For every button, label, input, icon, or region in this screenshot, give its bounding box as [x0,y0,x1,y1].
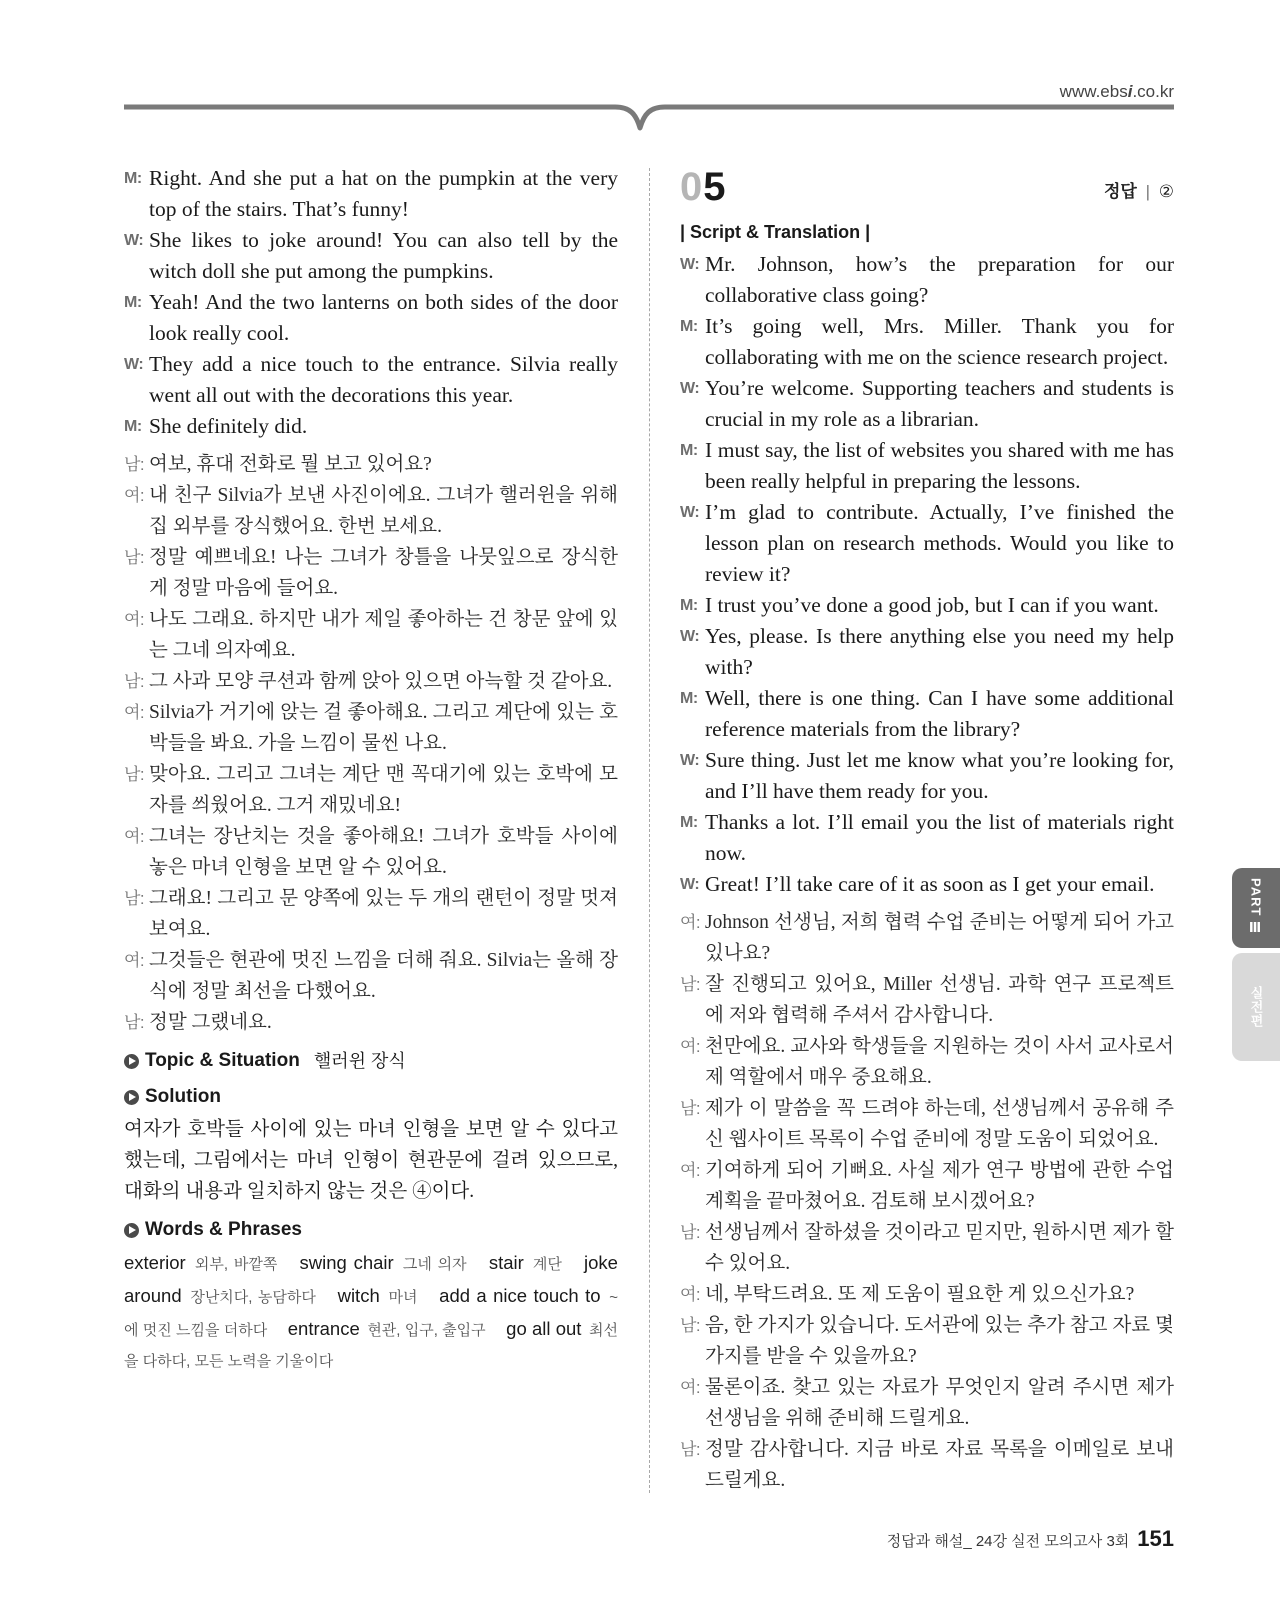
dialogue-line [124,883,618,945]
play-bullet-icon [124,1054,139,1069]
dialogue-line [124,349,618,411]
speaker-label: 여: [124,951,145,970]
topic-text: 핼러윈 장식 [313,1051,406,1071]
speaker-label: 여: [124,827,145,846]
speaker-label: 남: [124,548,145,567]
speaker-label: M: [680,690,698,707]
dialogue-line [124,449,618,480]
speaker-label: W: [680,256,700,273]
line-text: 정말 그랬네요. [149,1012,272,1033]
dialogue-line [680,435,1174,497]
line-text: 맞아요. 그리고 그녀는 계단 맨 꼭대기에 있는 호박에 모자를 씌웠어요. 그거 재밌네요! [149,764,618,816]
speaker-label: 여: [680,1037,701,1056]
line-text: 기여하게 되어 기뻐요. 사실 제가 연구 방법에 관한 수업 계획을 끝마쳤어요. 검토해 보시겠어요? [705,1160,1174,1212]
dialogue-line [680,311,1174,373]
dialogue-line [680,745,1174,807]
dialogue-line [680,969,1174,1031]
line-text: 정말 예쁘네요! 나는 그녀가 창틀을 나뭇잎으로 장식한 게 정말 마음에 들어요. [149,547,618,599]
speaker-label: 남: [124,889,145,908]
dialogue-line [680,1372,1174,1434]
speaker-label: 남: [124,765,145,784]
speaker-label: W: [680,628,700,645]
solution-heading-row [124,1084,618,1110]
topic-section [124,1048,618,1074]
dialogue-line [680,1434,1174,1496]
dialogue-line [680,807,1174,869]
speaker-label: M: [124,294,142,311]
word-meaning: 계단 [532,1256,562,1273]
line-text: 여보, 휴대 전화로 뭘 보고 있어요? [149,454,432,475]
speaker-label: 여: [124,610,145,629]
dialogue-line [124,759,618,821]
dialogue-line [680,373,1174,435]
speaker-label: M: [680,442,698,459]
dialogue-line [124,604,618,666]
line-text: Well, there is one thing. Can I have some additional reference materials from the library? [705,686,1174,741]
dialogue-line [680,1031,1174,1093]
word-term: witch [337,1285,380,1306]
line-text: 정말 감사합니다. 지금 바로 자료 목록을 이메일로 보내 드릴게요. [705,1439,1174,1491]
dialogue-line [680,1217,1174,1279]
right-column [680,163,1174,1496]
line-text: 물론이죠. 찾고 있는 자료가 무엇인지 알려 주시면 제가 선생님을 위해 준비해 드릴게요. [705,1377,1174,1429]
line-text: 잘 진행되고 있어요, Miller 선생님. 과학 연구 프로젝트에 저와 협력해 주셔서 감사합니다. [705,974,1174,1026]
column-divider [649,168,650,1493]
words-list [124,1247,618,1377]
part-tab: PART Ⅲ [1232,868,1280,948]
speaker-label: W: [680,504,700,521]
speaker-label: W: [124,356,144,373]
solution-text: 여자가 호박들 사이에 있는 마녀 인형을 보면 알 수 있다고 했는데, 그림에서는 마녀 인형이 현관문에 걸려 있으므로, 대화의 내용과 일치하지 않는 것은 ④이다. [124,1119,618,1202]
answer-value: ② [1158,182,1174,201]
speaker-label: M: [124,170,142,187]
line-text: 내 친구 Silvia가 보낸 사진이에요. 그녀가 핼러윈을 위해 집 외부를 장식했어요. 한번 보세요. [149,485,618,537]
line-text: You’re welcome. Supporting teachers and students is crucial in my role as a librarian. [705,376,1174,431]
line-text: I’m glad to contribute. Actually, I’ve finished the lesson plan on research methods. Would you like to review it? [705,500,1174,586]
line-text: 그것들은 현관에 멋진 느낌을 더해 줘요. Silvia는 올해 장식에 정말 최선을 다했어요. [149,950,618,1002]
practice-tab: 실전편 [1232,953,1280,1061]
dialogue-line [124,411,618,442]
line-text: Silvia가 거기에 앉는 걸 좋아해요. 그리고 계단에 있는 호박들을 봐요. 가을 느낌이 물씬 나요. [149,702,618,754]
line-text: Sure thing. Just let me know what you’re looking for, and I’ll have them ready for you. [705,748,1174,803]
word-meaning: 그네 의자 [402,1256,467,1273]
line-text: She definitely did. [149,414,308,438]
dialogue-line [124,697,618,759]
line-text: 선생님께서 잘하셨을 것이라고 믿지만, 원하시면 제가 할 수 있어요. [705,1222,1174,1274]
question-number: 05 [680,165,727,209]
speaker-label: 남: [124,672,145,691]
word-term: add a nice touch to [439,1285,601,1306]
dialogue-line [124,287,618,349]
header-rule [0,95,1280,140]
line-text: I trust you’ve done a good job, but I can if you want. [705,593,1159,617]
speaker-label: 남: [680,1099,701,1118]
line-text: It’s going well, Mrs. Miller. Thank you for collaborating with me on the science research project. [705,314,1174,369]
line-text: 그 사과 모양 쿠션과 함께 앉아 있으면 아늑할 것 같아요. [149,671,613,692]
line-text: Thanks a lot. I’ll email you the list of materials right now. [705,810,1174,865]
play-bullet-icon [124,1090,139,1105]
speaker-label: M: [680,318,698,335]
dialogue-line [680,1155,1174,1217]
line-text: Right. And she put a hat on the pumpkin at the very top of the stairs. That’s funny! [149,166,618,221]
dialogue-line [124,821,618,883]
word-term: joke around [124,1252,618,1306]
speaker-label: 여: [680,1161,701,1180]
site-url: www.ebsi.co.kr [1059,82,1174,101]
word-meaning: 외부, 바깥쪽 [194,1256,278,1273]
dialogue-line [680,869,1174,900]
line-text: Mr. Johnson, how’s the preparation for our collaborative class going? [705,252,1174,307]
speaker-label: 여: [680,1285,701,1304]
word-term: exterior [124,1252,186,1273]
speaker-label: M: [124,418,142,435]
word-meaning: 장난치다, 농담하다 [190,1289,316,1306]
dialogue-line [124,542,618,604]
speaker-label: 남: [680,975,701,994]
dialogue-line [124,945,618,1007]
speaker-label: W: [680,752,700,769]
dialogue-line [124,225,618,287]
dialogue-line [124,480,618,542]
speaker-label: M: [680,597,698,614]
dialogue-line [680,497,1174,590]
speaker-label: 남: [124,1013,145,1032]
line-text: 천만에요. 교사와 학생들을 지원하는 것이 사서 교사로서 제 역할에서 매우 중요해요. [705,1036,1174,1088]
line-text: Yeah! And the two lanterns on both sides of the door look really cool. [149,290,618,345]
word-term: swing chair [299,1252,394,1273]
dialogue-line [680,621,1174,683]
dialogue-line [680,1093,1174,1155]
line-text: Johnson 선생님, 저희 협력 수업 준비는 어떻게 되어 가고 있나요? [705,912,1174,964]
question-header [680,163,1174,219]
answer-separator: | [1145,182,1151,201]
play-bullet-icon [124,1223,139,1238]
left-column [124,163,618,1377]
words-heading-row [124,1217,618,1243]
word-term: entrance [287,1318,360,1339]
word-meaning: ~에 멋진 느낌을 더하다 [124,1289,619,1339]
speaker-label: 남: [680,1440,701,1459]
dialogue-line [680,907,1174,969]
word-meaning: 최선을 다하다, 모든 노력을 기울이다 [124,1322,618,1370]
line-text: She likes to joke around! You can also tell by the witch doll she put among the pumpkins. [149,228,618,283]
speaker-label: 남: [680,1316,701,1335]
word-term: go all out [506,1318,582,1339]
dialogue-line [124,163,618,225]
dialogue-line [680,683,1174,745]
speaker-label: 여: [124,703,145,722]
english-dialogue [680,249,1174,900]
dialogue-line [124,666,618,697]
line-text: 그래요! 그리고 문 양쪽에 있는 두 개의 랜턴이 정말 멋져 보여요. [149,888,618,940]
line-text: 그녀는 장난치는 것을 좋아해요! 그녀가 호박들 사이에 놓은 마녀 인형을 보면 알 수 있어요. [149,826,618,878]
word-meaning: 현관, 입구, 출입구 [367,1322,486,1339]
speaker-label: W: [680,876,700,893]
line-text: Great! I’ll take care of it as soon as I get your email. [705,872,1155,896]
footer-text: 정답과 해설_ 24강 실전 모의고사 3회 [886,1533,1130,1550]
speaker-label: W: [680,380,700,397]
answer-indicator [1104,177,1174,202]
word-meaning: 마녀 [388,1289,418,1306]
line-text: 나도 그래요. 하지만 내가 제일 좋아하는 건 창문 앞에 있는 그네 의자예요. [149,609,618,661]
line-text: 네, 부탁드려요. 또 제 도움이 필요한 게 있으신가요? [705,1284,1135,1305]
words-heading: Words & Phrases [145,1219,302,1240]
speaker-label: M: [680,814,698,831]
dialogue-line [680,1279,1174,1310]
dialogue-line [680,1310,1174,1372]
line-text: Yes, please. Is there anything else you need my help with? [705,624,1174,679]
dialogue-line [124,1007,618,1038]
dialogue-line [680,590,1174,621]
dialogue-line [680,249,1174,311]
script-heading: | Script & Translation | [680,222,871,242]
word-term: stair [488,1252,524,1273]
line-text: They add a nice touch to the entrance. Silvia really went all out with the decorations this year. [149,352,618,407]
speaker-label: 여: [124,486,145,505]
line-text: 음, 한 가지가 있습니다. 도서관에 있는 추가 참고 자료 몇 가지를 받을 수 있을까요? [705,1315,1174,1367]
speaker-label: 남: [680,1223,701,1242]
speaker-label: 여: [680,913,701,932]
speaker-label: 여: [680,1378,701,1397]
solution-heading: Solution [145,1086,221,1107]
line-text: 제가 이 말씀을 꼭 드려야 하는데, 선생님께서 공유해 주신 웹사이트 목록이 수업 준비에 정말 도움이 되었어요. [705,1098,1174,1150]
english-dialogue [124,163,618,442]
korean-translation [680,907,1174,1496]
topic-heading: Topic & Situation [145,1050,300,1071]
speaker-label: 남: [124,455,145,474]
korean-translation [124,449,618,1038]
page-footer [887,1526,1174,1552]
speaker-label: W: [124,232,144,249]
page-number: 151 [1137,1526,1174,1551]
answer-label: 정답 [1104,182,1137,201]
line-text: I must say, the list of websites you shared with me has been really helpful in preparing the lessons. [705,438,1174,493]
